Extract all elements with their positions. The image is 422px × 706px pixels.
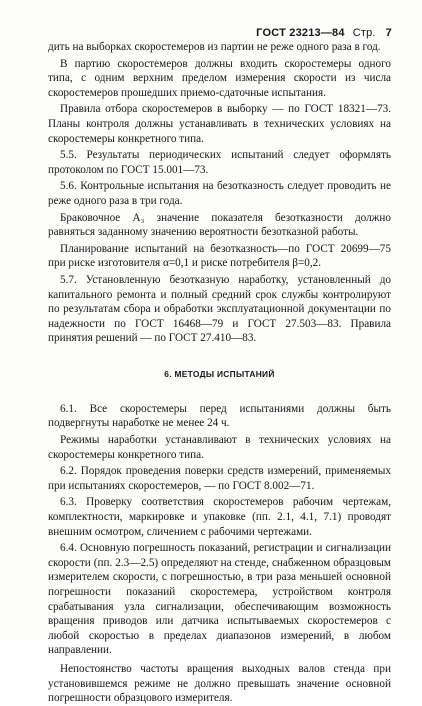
paragraph-continuation: дить на выборках скоростемеров из партии не реже одного раза в год. xyxy=(48,41,381,53)
paragraph-6-2: 6.2. Порядок проведения поверки средств измерений, применяемых при испытаниях скоростемеров, — по ГОСТ 8.002—71. xyxy=(48,465,391,492)
paragraph-sampling-rules: Правила отбора скоростемеров в выборку — по ГОСТ 18321—73. Планы контроля должны устанавливать в технических условиях на скоростемеры конкретного типа. xyxy=(48,103,391,145)
paragraph-batch-composition: В партию скоростемеров должны входить скоростемеры одного типа, с одним верхним пределом измерения скорости из числа скоростемеров прошедших приемо-сдаточные испытания. xyxy=(48,57,391,99)
paragraph-5-6: 5.6. Контрольные испытания на безотказность следует проводить не реже одного раза в три года. xyxy=(48,180,391,207)
paragraph-6-1: 6.1. Все скоростемеры перед испытаниями должны быть подвергнуты наработке не менее 24 ч. xyxy=(48,402,391,430)
paragraph-6-4: 6.4. Основную погрешность показаний, регистрации и сигнализации скорости (пп. 2.3—2.5) определяют на стенде, снабженном образцовым измерителем скорости, с погрешностью, в три раза меньшей основной погрешности показаний скоростемера, устройством контроля срабатывания узла сигнализации, обеспечивающим возможность вращения приводов или датчика испытываемых скоростемеров с любой скоростью в пределах диапазонов измерений, в любом направлении. xyxy=(48,542,391,657)
paragraph-reject-value: Браковочное A₃ значение показателя безотказности должно равняться заданному значению вероятности безотказной работы. xyxy=(48,211,391,239)
page-header xyxy=(256,27,392,39)
standard-number: ГОСТ 23213—84 xyxy=(256,27,345,39)
page-number: 7 xyxy=(385,27,392,39)
section-heading: 6. МЕТОДЫ ИСПЫТАНИЙ xyxy=(164,368,275,379)
paragraph-test-planning: Планирование испытаний на безотказность—по ГОСТ 20699—75 при риске изготовителя α=0,1 и риске потребителя β=0,2. xyxy=(48,242,391,270)
paragraph-run-in-modes: Режимы наработки устанавливают в технических условиях на скоростемеры конкретного типа. xyxy=(48,434,391,461)
page-label: Стр. xyxy=(352,27,376,39)
paragraph-5-7: 5.7. Установленную безотказную наработку, установленный до капитального ремонта и полный средний срок службы контролируют по результатам сбора и обработки эксплуатационной документации по надежности по ГОСТ 16468—79 и ГОСТ 27.503—83. Правила принятия решений — по ГОСТ 27.410—83. xyxy=(48,273,391,345)
paragraph-rotation-stability: Непостоянство частоты вращения выходных валов стенда при установившемся режиме не должно превышать значение основной погрешности образцового измерителя. xyxy=(48,662,391,705)
paragraph-5-5: 5.5. Результаты периодических испытаний следует оформлять протоколом по ГОСТ 15.001—73. xyxy=(48,149,391,176)
page-body xyxy=(48,40,391,706)
paragraph-6-3: 6.3. Проверку соответствия скоростемеров рабочим чертежам, комплектности, маркировке и упаковке (пп. 2.1, 4.1, 7.1) проводят внешним осмотром, сличением с рабочими чертежами. xyxy=(48,496,391,538)
